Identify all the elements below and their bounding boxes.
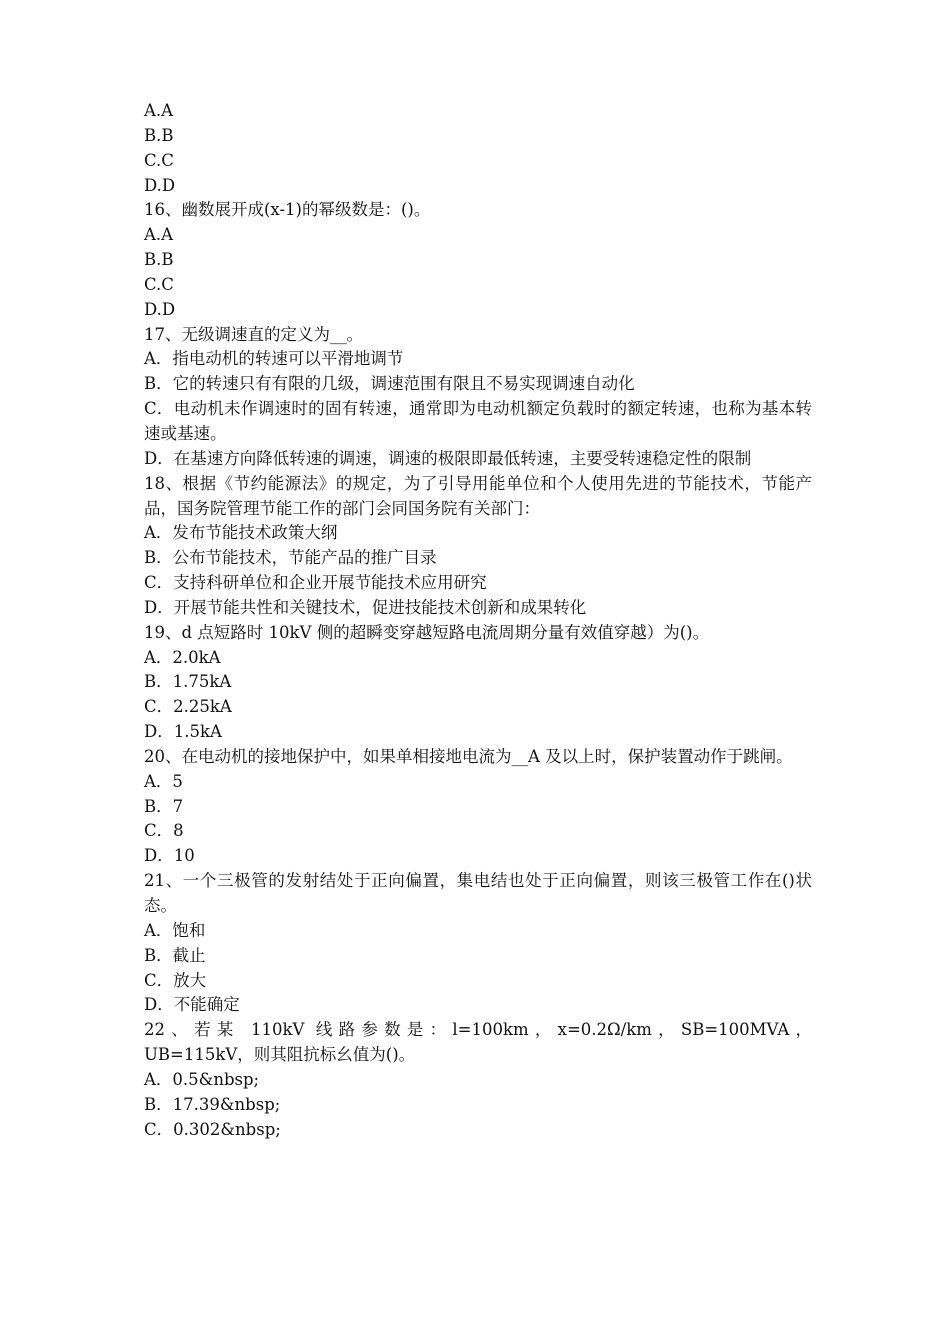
option-line: A.A — [144, 225, 174, 245]
option-line: B.B — [144, 250, 174, 270]
option-line: A.A — [144, 101, 174, 120]
option-line: D．1.5kA — [144, 722, 222, 742]
document-page — [144, 99, 812, 1142]
question-17: 17、无级调速直的定义为__。 — [144, 324, 363, 344]
option-line: C．支持科研单位和企业开展节能技术应用研究 — [144, 573, 487, 593]
option-line: B．截止 — [144, 945, 206, 965]
option-line: C．放大 — [144, 970, 207, 990]
option-line: C．8 — [144, 821, 184, 841]
option-line: A．指电动机的转速可以平滑地调节 — [144, 349, 404, 369]
option-line: C．2.25kA — [144, 697, 232, 717]
question-18: 18、根据《节约能源法》的规定，为了引导用能单位和个人使用先进的节能技术，节能产品，国务院管理节能工作的部门会同国务院有关部门： — [144, 473, 812, 518]
question-20: 20、在电动机的接地保护中，如果单相接地电流为__A 及以上时，保护装置动作于跳闸。 — [144, 746, 793, 766]
question-21: 21、一个三极管的发射结处于正向偏置，集电结也处于正向偏置，则该三极管工作在()状态。 — [144, 871, 812, 915]
option-line: D.D — [144, 299, 176, 319]
option-line: A．0.5&nbsp; — [144, 1069, 260, 1089]
option-line: B．7 — [144, 796, 184, 816]
option-line: B.B — [144, 125, 174, 145]
option-line: C.C — [144, 274, 174, 294]
option-line: D.D — [144, 175, 176, 195]
option-line: D．10 — [144, 846, 195, 866]
option-line: B．它的转速只有有限的几级，调速范围有限且不易实现调速自动化 — [144, 374, 635, 394]
option-line: D．在基速方向降低转速的调速，调速的极限即最低转速，主要受转速稳定性的限制 — [144, 448, 752, 468]
question-22: 22、若某 110kV 线路参数是：l=100km，x=0.2Ω/km，SB=100MVA，UB=115kV，则其阻抗标幺值为()。 — [144, 1020, 812, 1065]
question-16: 16、幽数展开成(x-1)的幂级数是：()。 — [144, 200, 431, 220]
option-line: A．饱和 — [144, 920, 206, 940]
option-line: A．5 — [144, 771, 183, 791]
option-line: B．1.75kA — [144, 672, 232, 692]
question-19: 19、d 点短路时 10kV 侧的超瞬变穿越短路电流周期分量有效值穿越）为()。 — [144, 622, 710, 642]
option-line: C．0.302&nbsp; — [144, 1119, 281, 1139]
option-line: C．电动机未作调速时的固有转速，通常即为电动机额定负载时的额定转速，也称为基本转速或基速。 — [144, 399, 812, 443]
option-line: A．2.0kA — [144, 647, 221, 667]
option-line: B．17.39&nbsp; — [144, 1094, 281, 1114]
option-line: A．发布节能技术政策大纲 — [144, 523, 338, 543]
option-line: D．开展节能共性和关键技术，促进技能技术创新和成果转化 — [144, 597, 587, 617]
option-line: D．不能确定 — [144, 995, 240, 1015]
option-line: C.C — [144, 150, 174, 170]
option-line: B．公布节能技术，节能产品的推广目录 — [144, 548, 437, 568]
